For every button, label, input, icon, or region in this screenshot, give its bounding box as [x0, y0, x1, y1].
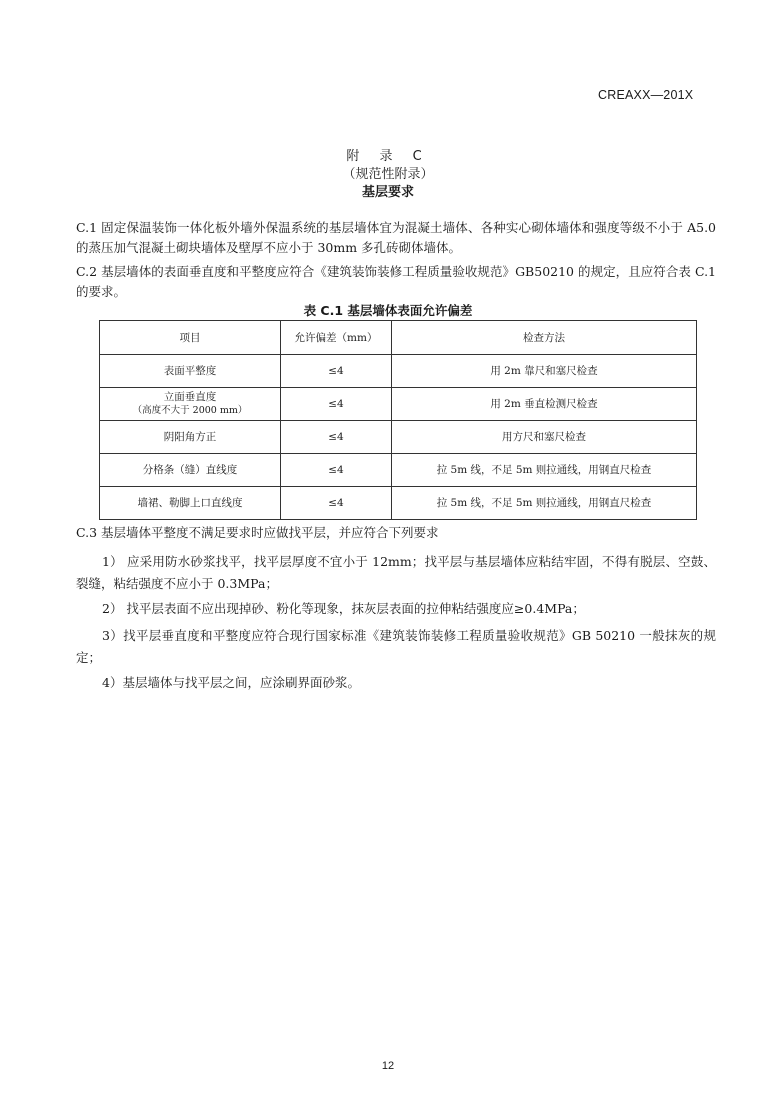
cell-tolerance: ≤4 [281, 355, 392, 388]
cell-item: 表面平整度 [100, 355, 281, 388]
section-c1: C.1 固定保温装饰一体化板外墙外保温系统的基层墙体宜为混凝土墙体、各种实心砌体墙体和强度等级不小于 A5.0 的蒸压加气混凝土砌块墙体及壁厚不应小于 30mm 多孔砖砌体墙体。 [76, 220, 716, 255]
table-row [100, 454, 697, 487]
cell-tolerance: ≤4 [281, 454, 392, 487]
cell-item [100, 388, 281, 421]
header-method: 检查方法 [392, 321, 697, 355]
appendix-title-block [0, 148, 776, 202]
requirement-item-1: 1） 应采用防水砂浆找平，找平层厚度不宜小于 12mm；找平层与基层墙体应粘结牢固，不得有脱层、空鼓、裂缝，粘结强度不应小于 0.3MPa； [76, 554, 716, 591]
table-caption: 表 C.1 基层墙体表面允许偏差 [303, 303, 473, 318]
cell-method: 用 2m 靠尺和塞尺检查 [392, 355, 697, 388]
cell-method: 用 2m 垂直检测尺检查 [392, 388, 697, 421]
table-header-row [100, 321, 697, 355]
section-c2: C.2 基层墙体的表面垂直度和平整度应符合《建筑装饰装修工程质量验收规范》GB50210 的规定，且应符合表 C.1 的要求。 [76, 264, 716, 299]
header-item: 项目 [100, 321, 281, 355]
cell-tolerance: ≤4 [281, 487, 392, 520]
requirement-item-2: 2） 找平层表面不应出现掉砂、粉化等现象，抹灰层表面的拉伸粘结强度应≥0.4MPa； [102, 601, 585, 616]
document-code: CREAXX—201X [598, 88, 694, 102]
page-number: 12 [381, 1060, 395, 1072]
table-row [100, 388, 697, 421]
requirement-item-4: 4）基层墙体与找平层之间，应涂刷界面砂浆。 [102, 675, 360, 690]
table-row [100, 487, 697, 520]
cell-method: 用方尺和塞尺检查 [392, 421, 697, 454]
cell-method: 拉 5m 线，不足 5m 则拉通线，用钢直尺检查 [392, 487, 697, 520]
appendix-title: 附 录 C [346, 149, 430, 164]
cell-tolerance: ≤4 [281, 388, 392, 421]
tolerance-table [99, 320, 697, 520]
cell-item-note: （高度不大于 2000 mm） [132, 405, 248, 416]
cell-item: 阴阳角方正 [100, 421, 281, 454]
cell-item: 墙裙、勒脚上口直线度 [100, 487, 281, 520]
appendix-subtitle: （规范性附录） [342, 167, 434, 182]
section-c3: C.3 基层墙体平整度不满足要求时应做找平层，并应符合下列要求 [76, 525, 439, 540]
table-row [100, 355, 697, 388]
cell-item: 分格条（缝）直线度 [100, 454, 281, 487]
table-row [100, 421, 697, 454]
requirement-item-3: 3）找平层垂直度和平整度应符合现行国家标准《建筑装饰装修工程质量验收规范》GB 50210 一般抹灰的规定； [76, 628, 716, 665]
header-tolerance: 允许偏差（mm） [281, 321, 392, 355]
cell-method: 拉 5m 线，不足 5m 则拉通线，用钢直尺检查 [392, 454, 697, 487]
cell-item-label: 立面垂直度 [163, 391, 217, 403]
cell-tolerance: ≤4 [281, 421, 392, 454]
appendix-heading: 基层要求 [361, 185, 414, 200]
